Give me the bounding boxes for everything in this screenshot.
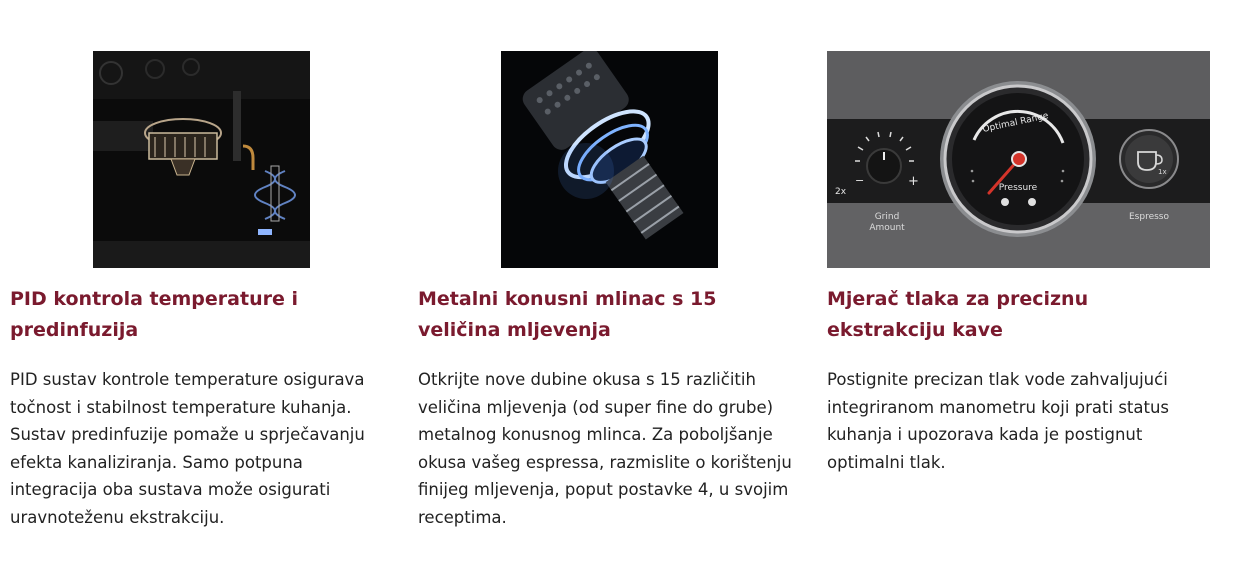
grind-label-line1: Grind: [874, 212, 900, 222]
feature-title: PID kontrola temperature i predinfuzija: [10, 288, 298, 341]
gauge-center-label: Pressure: [998, 183, 1038, 193]
gauge-arc-label: Optimal Range: [981, 111, 1050, 135]
pid-espresso-image: [93, 51, 310, 268]
feature-title: Mjerač tlaka za preciznu ekstrakciju kave: [827, 288, 1089, 341]
knob-multiplier: 2x: [835, 187, 847, 197]
grind-label-line2: Amount: [869, 223, 905, 233]
espresso-label: Espresso: [1128, 212, 1170, 222]
knob-minus: −: [855, 174, 865, 187]
espresso-cup-icon: [1120, 130, 1178, 188]
pressure-gauge-panel-image: [827, 51, 1210, 268]
knob-plus: +: [908, 174, 919, 189]
feature-description: Postignite precizan tlak vode zahvaljujući integriranom manometru koji prati status kuhanja i upozorava kada je postignut optimalni tlak.: [827, 370, 1170, 472]
feature-description: PID sustav kontrole temperature osigurava točnost i stabilnost temperature kuhanja. Sustav predinfuzije pomaže u sprječavanju efekta kanaliziranja. Samo potpuna integracija oba sustava može osigurati uravnoteženu ekstrakciju.: [10, 370, 365, 527]
feature-description: Otkrijte nove dubine okusa s 15 različitih veličina mljevenja (od super fine do grube) metalnog konusnog mlinca. Za poboljšanje okusa vašeg espressa, razmislite o korištenju finijeg mljevenja, poput postavke 4, u svojim receptima.: [418, 370, 792, 527]
espresso-button-sub: 1x: [1158, 168, 1167, 176]
feature-title: Metalni konusni mlinac s 15 veličina mljevenja: [418, 288, 717, 341]
conical-burr-grinder-image: [501, 51, 718, 268]
pressure-gauge: [940, 81, 1096, 237]
